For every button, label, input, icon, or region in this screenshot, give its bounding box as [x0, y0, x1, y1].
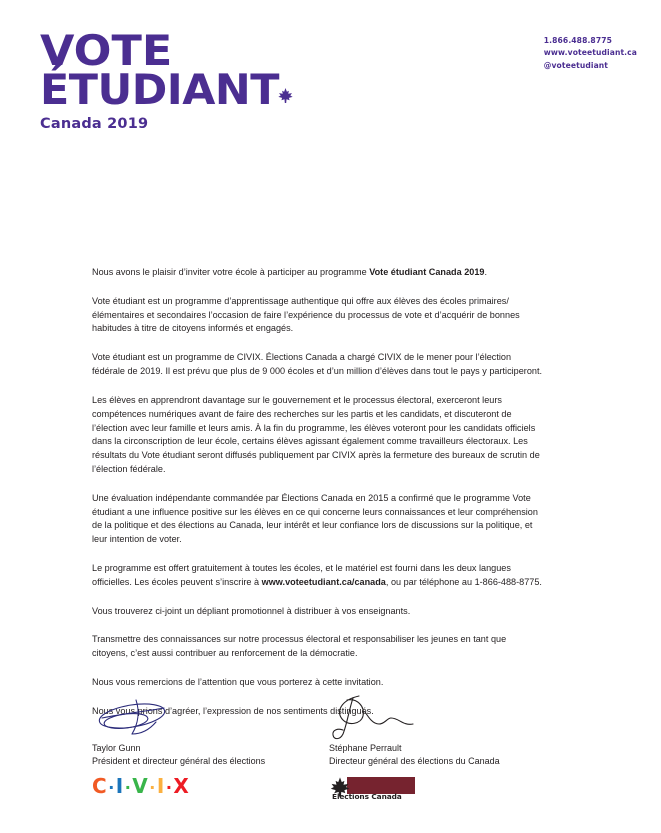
letter-paragraph: [92, 633, 544, 661]
elections-canada-label: Élections Canada: [332, 791, 402, 801]
signer-title: Directeur général des élections du Canada: [329, 755, 500, 766]
signer-title: Président et directeur général des élections: [92, 755, 266, 766]
maple-leaf-icon: [277, 87, 294, 104]
body-text: Nous vous prions d’agréer, l’expression de nos sentiments distingués.: [92, 705, 374, 716]
body-text: Vous trouverez ci-joint un dépliant promotionnel à distribuer à vos enseignants.: [92, 605, 411, 616]
letter-paragraph: [92, 266, 544, 280]
letter-paragraph: [92, 605, 544, 619]
body-text: , ou par téléphone au 1-866-488-8775.: [385, 576, 542, 587]
letter-paragraph: [92, 492, 544, 547]
civix-logo-letter: I: [156, 773, 165, 798]
letter-paragraph: [92, 295, 544, 336]
handwritten-signature-stephane-perrault: [329, 694, 559, 742]
body-text: .: [484, 267, 488, 277]
body-text: Nous vous remercions de l’attention que vous porterez à cette invitation.: [92, 677, 384, 688]
handwritten-signature-taylor-gunn: [92, 694, 332, 742]
logo-subtitle: Canada 2019: [40, 115, 149, 132]
civix-logo-letter: ·: [108, 777, 115, 797]
body-text: Le programme est offert gratuitement à toutes les écoles, et le matériel est fourni dans les deux langues officielles. Les écoles peuvent s’inscrire à: [92, 563, 511, 587]
civix-logo-letter: ·: [149, 777, 156, 797]
body-text: Les élèves en apprendront davantage sur le gouvernement et le processus électoral, exerceront leurs compétences numériques avant de faire des recherches sur les partis et les candidats, et discuteront de l’élection avec leur famille et leurs amis. À la fin du programme, les élèves voteront pour les candidats officiels dans la circonscription de leur école, certains élèves agissant également comme travailleurs électoraux. Les résultats du Vote étudiant seront diffusés publiquement par CIVIX après la fermeture des bureaux de scrutin de l’élection fédérale.: [92, 394, 540, 474]
body-text: Vote étudiant est un programme de CIVIX. Élections Canada a chargé CIVIX de le mener pour l’élection fédérale de 2019. Il est prévu que plus de 9 000 écoles et d’un million d’élèves dans tout le pays y participeront.: [92, 352, 543, 377]
letter-paragraph: [92, 562, 544, 590]
logo-line-etudiant: ÉTUDIANT: [40, 64, 279, 114]
letter-body: [92, 266, 544, 719]
body-text: Nous avons le plaisir d’inviter votre école à participer au programme: [92, 267, 370, 277]
logo-line-vote: VOTE: [40, 26, 173, 75]
civix-logo-letter: V: [132, 773, 149, 798]
elections-canada-logo: [329, 776, 415, 803]
body-text: Vote étudiant est un programme d’apprentissage authentique qui offre aux élèves des écoles primaires/élémentaires et secondaires l’occasion de faire l’expérience du processus de vote et d’acquérir de bonnes habitudes à titre de citoyens informés et engagés.: [92, 295, 520, 334]
contact-social[interactable]: @voteetudiant: [543, 60, 609, 70]
body-text: Transmettre des connaissances sur notre processus électoral et responsabiliser les jeunes en tant que citoyens, c’est aussi contribuer au renforcement de la démocratie.: [92, 634, 507, 659]
civix-logo-letter: X: [173, 773, 190, 798]
signer-name: Stéphane Perrault: [329, 743, 402, 753]
contact-info: [544, 35, 637, 72]
contact-website[interactable]: www.voteetudiant.ca: [543, 48, 637, 58]
signer-name: Taylor Gunn: [92, 743, 141, 753]
emphasis-text: www.voteetudiant.ca/canada: [261, 576, 386, 587]
letter-paragraph: [92, 351, 544, 379]
civix-logo: [92, 773, 332, 798]
contact-phone: 1.866.488.8775: [543, 36, 612, 45]
emphasis-text: Vote étudiant Canada 2019: [369, 267, 485, 277]
body-text: Une évaluation indépendante commandée par Élections Canada en 2015 a confirmé que le programme Vote étudiant a une influence positive sur les élèves en ce qui concerne leurs connaissances et leur compréhension de la politique et des élections au Canada, leur intérêt et leur confiance lors de discussions sur la politique, et leur intention de voter.: [92, 492, 538, 545]
letter-paragraph: [92, 394, 544, 477]
civix-logo-letter: I: [115, 773, 124, 798]
page-header: [0, 0, 661, 150]
signature-right: [329, 694, 559, 803]
civix-logo-letter: ·: [124, 777, 132, 797]
civix-logo-letter: C: [92, 773, 108, 798]
vote-etudiant-logo: [40, 26, 279, 132]
civix-logo-letter: ·: [165, 777, 173, 797]
letter-paragraph: [92, 676, 544, 690]
signature-left: [92, 694, 332, 796]
